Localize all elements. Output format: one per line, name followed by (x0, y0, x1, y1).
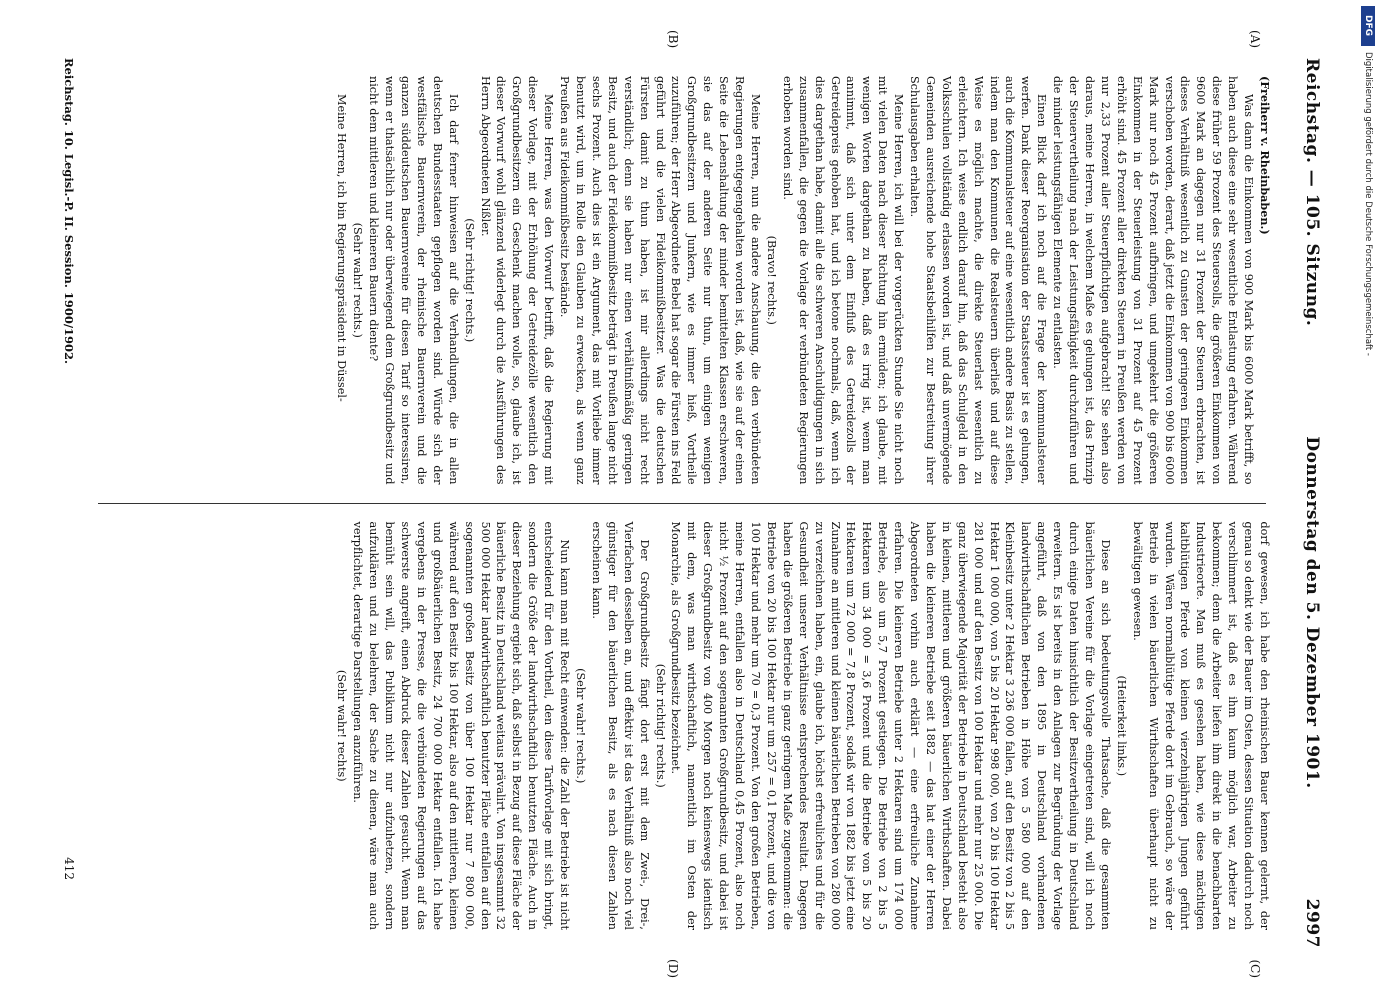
marker-d: (D) (666, 959, 680, 978)
reaction: (Sehr wahr! rechts) (335, 669, 349, 782)
reaction: (Sehr richtig! rechts.) (653, 663, 667, 788)
footer-legislature: Reichstag. 10. Legisl.-P. II. Session. 1900/1902. (62, 58, 76, 365)
paragraph: Was dann die Einkommen von 900 Mark bis 6000 Mark betrifft, so haben auch diese eine sehr wesentliche Entlastung erfahren. Während diese früher 59 Prozent des Steuersolls, die größeren Einkommen von 9600 Mark an dagegen nur 31 Prozent der Steuern erbrachten, ist dieses Verhältniß wesentlich zu Gunsten der geringeren Einkommen verschoben worden, derart, daß jetzt die Einkommen von 900 bis 6000 Mark nur noch 45 Prozent aufbringen, und umgekehrt die größeren Einkommen in der Steuerleistung von 31 Prozent auf 45 Prozent erhöht sind. 45 Prozent aller direkten Steuern in Preußen werden von nur 2,33 Prozent aller Steuerpflichtigen aufgebracht! Sie sehen also daraus, meine Herren, in welchem Maße es gelungen ist, das Prinzip der Steuervertheilung nach der Leistungsfähigkeit durchzuführen und die minder leistungsfähigen Elemente zu entlasten. (1051, 76, 1256, 485)
reaction: (Sehr wahr! rechts.) (351, 222, 365, 338)
marker-c: (C) (1248, 959, 1262, 978)
scanned-page (40, 0, 1340, 1000)
digitization-sidebar (1353, 0, 1383, 1000)
paragraph: Ich darf ferner hinweisen auf die Verhandlungen, die in allen deutschen Bundesstaaten gepflogen worden sind. Würde sich der westfälische Bauernverein, der rheinische Bauernverein und die ganzen süddeutschen Bauernvereine für diesen Tarif so interessiren, wenn er thatsächlich nur oder überwiegend dem Großgrundbesitz und nicht dem mittleren und kleineren Bauern diente? (367, 76, 460, 485)
column-left (92, 58, 1272, 503)
reaction: (Heiterkeit links.) (1114, 675, 1128, 777)
page-header (1288, 58, 1322, 948)
paragraph: dorf gewesen, ich habe den rheinischen Bauer kennen gelernt, der genau so denkt wie der Bauer im Osten, dessen Situation dadurch noch verschlimmert ist, daß es ihm kaum möglich war, Arbeiter zu bekommen; denn die Arbeiter liefen ihm direkt in die benachbarten Industrieorte. Man muß es gesehen haben, wie diese mächtigen kaltblütigen Pferde von kleinen vierzehnjährigen Jungen geführt wurden. Wären normalblütige Pferde dort im Gebrauch, so wäre der Betrieb in vielen bäuerlichen Wirthschaften überhaupt nicht zu bewältigen gewesen. (1130, 521, 1271, 930)
paragraph: Nun kann man mit Recht einwenden: die Zahl der Betriebe ist nicht entscheidend für den Vortheil, den diese Tarifvorlage mit sich bringt, sondern die Größe der landwirthschaftlich benutzten Fläche. Auch in dieser Beziehung ergiebt sich, daß selbst in Bezug auf diese Fläche der bäuerliche Besitz in Deutschland weitaus prävalirt. Von insgesammt 32 500 000 Hektar landwirthschaftlich benutzter Fläche entfallen auf den sogenannten großen Besitz von über 100 Hektar nur 7 800 000, während auf den Besitz bis 100 Hektar, also auf den mittleren, kleinen und großbäuerlichen Besitz, 24 700 000 Hektar entfallen. Ich habe vergebens in der Presse, die die verbündeten Regierungen auf das schwerste angreift, einen Abdruck dieser Zahlen gesucht. Wenn man bemüht sein will, das Publikum nicht nur aufzuhetzen, sondern aufzuklären und zu belehren, der Sache zu dienen, wäre man auch verpflichtet, derartige Darstellungen anzuführen. (351, 521, 572, 930)
marker-b: (B) (666, 30, 680, 49)
reaction: (Bravo! rechts.) (764, 235, 778, 325)
paragraph: Meine Herren, nun die andere Anschauung, die den verbündeten Regierungen entgegengehalten worden ist, daß, wie sie auf der einen Seite die Lebenshaltung der minder bemittelten Klassen erschweren, sie das auf der anderen Seite nur thun, um einigen wenigen Großgrundbesitzern und Junkern, wie es immer hieß, Vortheile zuzuführen; der Herr Abgeordnete Bebel hat sogar die Fürsten ins Feld geführt und die vielen Fideikommißbesitzer. Was die deutschen Fürsten damit zu thun haben, ist mir allerdings nicht recht verständlich; denn sie haben nur einen verhältnißmäßig geringen Besitz, und auch der Fideikommißbesitz beträgt in Preußen lange nicht sechs Prozent. Auch dies ist ein Argument, das mit Vorliebe immer benutzt wird, um in Rolle den Glauben zu erwecken, als wenn ganz Preußen aus Fideikommißbesitz bestände. (558, 76, 762, 485)
header-left: Reichstag. — 105. Sitzung. (1302, 58, 1322, 327)
marker-a: (A) (1248, 30, 1262, 49)
paragraph: Meine Herren, was den Vorwurf betrifft, daß die Regierung mit dieser Vorlage, mit der Erhöhung der Getreidezölle wesentlich den Großgrundbesitzern ein Geschenk machen wolle, so, glaube ich, ist dieser Vorwurf wohl glänzend widerlegt durch die Ausführungen des Herrn Abgeordneten Nißler. (478, 76, 556, 485)
paragraph: Einen Blick darf ich noch auf die Frage der kommunalsteuer werfen. Dank dieser Reorganisation der Staatssteuer ist es gelungen, auch die Kommunalsteuer auf eine wesentlich andere Basis zu stellen, indem man den Kommunen die Realsteuern überließ und auf diese Weise es möglich machte, die direkte Steuerlast wesentlich zu erleichtern. Ich weise endlich darauf hin, daß das Schulgeld in den Volksschulen vollständig erlassen worden ist, und daß unvermögende Gemeinden ausreichende hohe Staatsbeihilfen zur Bestreitung ihrer Schulausgaben erhalten. (908, 76, 1049, 485)
paragraph: Meine Herren, ich will bei der vorgerückten Stunde Sie nicht noch mit vielen Daten nach dieser Richtung hin ermüden; ich glaube, mit wenigen Worten dargethan zu haben, daß es irrig ist, wenn man annimmt, daß sich unter dem Einfluß des Getreidezolls der Getreidepreis gehoben hat, und ich betone nochmals, daß, wenn ich dies dargethan habe, damit alle die schweren Anschuldigungen in sich zusammenfallen, die gegen die Vorlage der verbündeten Regierungen erhoben worden sind. (780, 76, 906, 485)
paragraph: Der Großgrundbesitz fängt dort erst mit dem Zwei-, Drei-, Vierfachen desselben an, und effektiv ist das Verhältniß also noch viel günstiger für den bäuerlichen Besitz, als es nach diesen Zahlen erscheinen kann. (589, 521, 651, 930)
page-number: 2997 (1302, 898, 1322, 948)
text-columns (92, 58, 1272, 948)
dfg-logo-icon: DFG (1361, 6, 1375, 46)
speaker-name: (Freiherr v. Rheinbaben.) (1258, 76, 1272, 235)
paragraph: Diese an sich bedeutungsvolle Thatsache, daß die gesammten bäuerlichen Vereine für die Vorlage eingetreten sind, will ich noch durch einige Daten hinsichtlich der Besitzvertheilung in Deutschland erweitern. Es ist bereits in den Anlagen zur Begründung der Vorlage angeführt, daß von den 1895 in Deutschland vorhandenen landwirthschaftlichen Betrieben in Höhe von 5 580 000 auf den Kleinbesitz unter 2 Hektar 3 236 000 fallen, auf den Besitz von 2 bis 5 Hektar 1 000 000, von 5 bis 20 Hektar 998 000, von 20 bis 100 Hektar 281 000 und auf den Besitz von 100 Hektar und mehr nur 25 000. Die ganz überwiegende Majorität der Betriebe in Deutschland besteht also in kleinen, mittleren und größeren bäuerlichen Wirthschaften. Dabei haben die kleineren Betriebe seit 1882 — das hat einer der Herren Abgeordneten vorhin auch erklärt — eine erfreuliche Zunahme erfahren. Die kleineren Betriebe unter 2 Hektaren sind um 174 000 Betriebe, also um 5,7 Prozent gestiegen. Die Betriebe von 2 bis 5 Hektaren um 34 000 = 3,6 Prozent und die Betriebe von 5 bis 20 Hektaren um 72 000 = 7,8 Prozent, sodaß wir von 1882 bis jetzt eine Zunahme an mittleren und kleinen bäuerlichen Betrieben von 280 000 zu verzeichnen haben, ein, glaube ich, höchst erfreuliches und für die Gesundheit unserer Verhältnisse entsprechendes Resultat. Dagegen haben die größeren Betriebe in ganz geringem Maße zugenommen: die Betriebe von 20 bis 100 Hektar nur um 257 = 0,1 Prozent, und die von 100 Hektar und mehr um 70 = 0,3 Prozent. Von den großen Betrieben, meine Herren, entfallen also in Deutschland 0,45 Prozent, also noch nicht ½ Prozent auf den sogenannten Großgrundbesitz, und dabei ist dieser Großgrundbesitz von 400 Morgen noch keineswegs identisch mit dem, was man wirthschaftlich, namentlich im Osten der Monarchie, als Großgrundbesitz bezeichnet. (669, 521, 1112, 930)
reaction: (Sehr wahr! rechts.) (574, 668, 588, 784)
paragraph: Meine Herren, ich bin Regierungspräsident in Düssel- (335, 94, 349, 402)
reaction: (Sehr richtig! rechts.) (462, 218, 476, 343)
digitization-credit: Digitalisierung gefördert durch die Deutsche Forschungsgemeinschaft - (1363, 52, 1373, 356)
footer-sheet-number: 412 (62, 857, 76, 880)
header-date: Donnerstag den 5. Dezember 1901. (1302, 436, 1322, 789)
column-right (92, 504, 1272, 949)
